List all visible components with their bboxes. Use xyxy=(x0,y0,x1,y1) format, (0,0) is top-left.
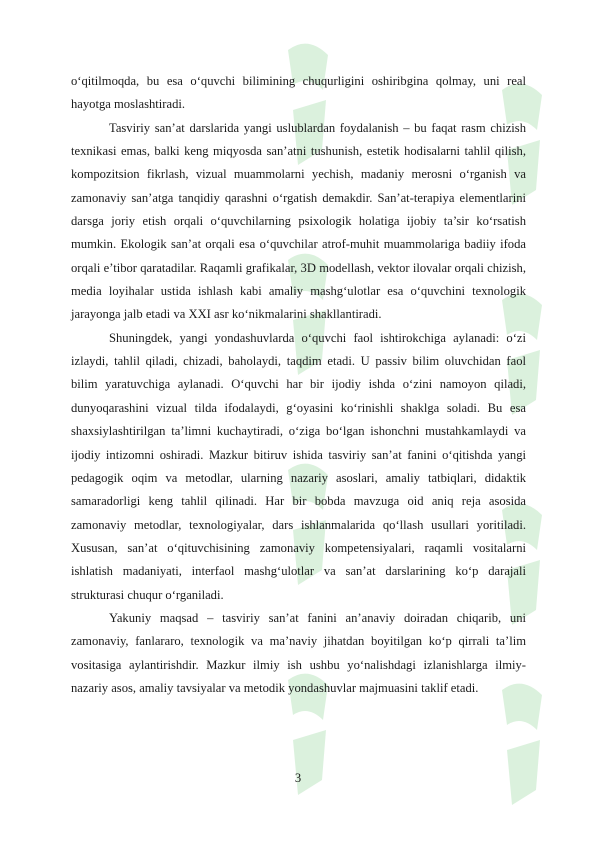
paragraph: o‘qitilmoqda, bu esa o‘quvchi bilimining chuqurligini oshiribgina qolmay, uni real hayotga moslashtiradi. xyxy=(71,74,526,112)
body-text xyxy=(71,70,526,700)
paragraph: Shuningdek, yangi yondashuvlarda o‘quvchi faol ishtirokchiga aylanadi: o‘zi izlaydi, tahlil qiladi, chizadi, baholaydi, taqdim etadi. U passiv bilim oluvchidan faol bilim yaratuvchiga aylanadi. O‘quvchi har bir ijodiy ishda o‘zini namoyon qiladi, dunyoqarashini vizual tilda ifodalaydi, g‘oyasini ko‘rinishli shaklga soladi. Bu esa shaxsiylashtirilgan ta’limni kuchaytiradi, o‘ziga bo‘lgan ishonchni mustahkamlaydi va ijodiy intizomni oshiradi. Mazkur bitiruv ishida tasviriy san’at fanini o‘qitishda yangi pedagogik oqim va metodlar, ularning nazariy asoslari, amaliy tatbiqlari, didaktik samaradorligi keng tahlil qilinadi. Har bir bobda mavzuga oid aniq reja asosida zamonaviy metodlar, texnologiyalar, dars ishlanmalarida qo‘llash usullari yoritiladi. Xususan, san’at o‘qituvchisining zamonaviy kompetensiyalari, raqamli vositalarni ishlatish madaniyati, interfaol mashg‘ulotlar va san’at darslarining ko‘p darajali strukturasi chuqur o‘rganiladi. xyxy=(71,330,526,602)
page-number: 3 xyxy=(294,771,302,785)
paragraph: Yakuniy maqsad – tasviriy san’at fanini an’anaviy doiradan chiqarib, uni zamonaviy, fanlararo, texnologik va ma’naviy jihatdan boyitilgan ko‘p qirrali ta’lim vositasiga aylantirishdir. Mazkur ilmiy ish ushbu yo‘nalishdagi izlanishlarga ilmiy-nazariy asos, amaliy tavsiyalar va metodik yondashuvlar majmuasini taklif etadi. xyxy=(71,610,526,695)
paragraph: Tasviriy san’at darslarida yangi uslublardan foydalanish – bu faqat rasm chizish texnikasi emas, balki keng miqyosda san’atni tushunish, estetik hodisalarni tahlil qilish, kompozitsion fikrlash, vizual muammolarni yechish, madaniy merosni o‘rganish va zamonaviy san’atga tanqidiy qarashni o‘rgatish demakdir. San’at-terapiya elementlarini darsga joriy etish orqali o‘quvchilarning psixologik holatiga ijobiy ta’sir ko‘rsatish mumkin. Ekologik san’at orqali esa o‘quvchilar atrof-muhit muammolariga badiiy ifoda orqali e’tibor qaratadilar. Raqamli grafikalar, 3D modellash, vektor ilovalar orqali chizish, media loyihalar ustida ishlash kabi amaliy mashg‘ulotlar esa o‘quvchini texnologik jarayonga jalb etadi va XXI asr ko‘nikmalarini shakllantiradi. xyxy=(71,120,526,322)
